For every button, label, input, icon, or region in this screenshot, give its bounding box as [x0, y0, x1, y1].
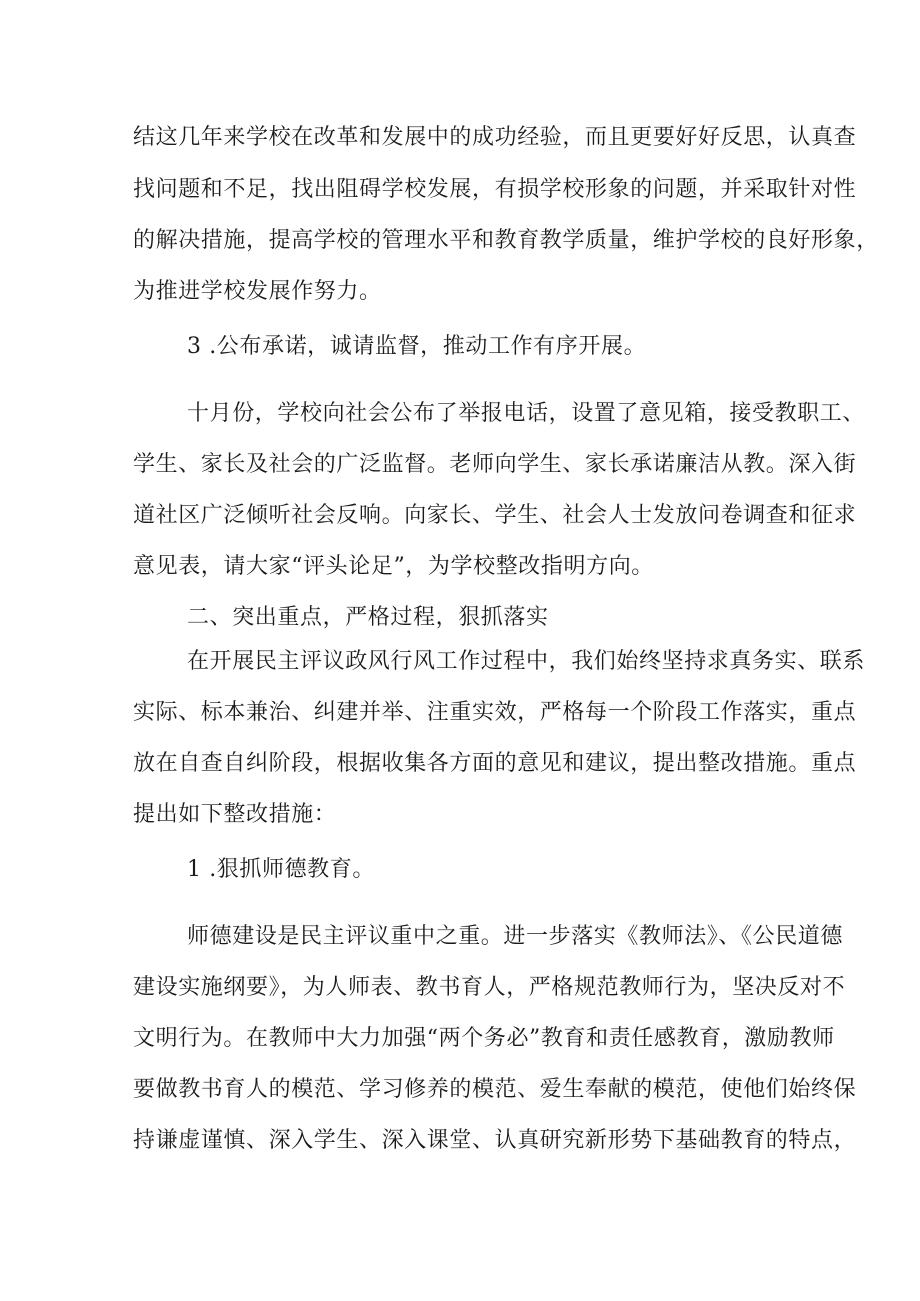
- paragraph-3-line-1: 在开展民主评议政风行风工作过程中，我们始终坚持求真务实、联系: [187, 649, 866, 674]
- paragraph-3-line-2: 实际、标本兼治、纠建并举、注重实效，严格每一个阶段工作落实，重点: [133, 700, 857, 725]
- paragraph-1-line-1: 结这几年来学校在改革和发展中的成功经验，而且更要好好反思，认真查: [133, 125, 857, 150]
- paragraph-4-line-2: 建设实施纲要》，为人师表、教书育人，严格规范教师行为，坚决反对不: [133, 975, 846, 1000]
- paragraph-4-line-3: 文明行为。在教师中大力加强“两个务必”教育和责任感教育，激励教师: [133, 1026, 835, 1051]
- item-1-heading: 1 .狠抓师德教育。: [187, 857, 375, 882]
- paragraph-3-line-4: 提出如下整改措施：: [133, 802, 337, 827]
- section-2-heading: 二、突出重点，严格过程，狠抓落实: [187, 605, 549, 630]
- paragraph-2-line-1: 十月份，学校向社会公布了举报电话，设置了意见箱，接受教职工、: [187, 401, 866, 426]
- paragraph-3-line-3: 放在自查自纠阶段，根据收集各方面的意见和建议，提出整改措施。重点: [133, 751, 857, 776]
- paragraph-2-line-2: 学生、家长及社会的广泛监督。老师向学生、家长承诺廉洁从教。深入街: [133, 452, 857, 477]
- paragraph-4-line-5: 持谦虚谨慎、深入学生、深入课堂、认真研究新形势下基础教育的特点，: [133, 1128, 857, 1153]
- paragraph-2-line-3: 道社区广泛倾听社会反响。向家长、学生、社会人士发放问卷调查和征求: [133, 503, 857, 528]
- paragraph-4-line-1: 师德建设是民主评议重中之重。进一步落实《教师法》、《公民道德: [187, 924, 844, 949]
- paragraph-4-line-4: 要做教书育人的模范、学习修养的模范、爱生奉献的模范，使他们始终保: [133, 1077, 857, 1102]
- paragraph-1-line-4: 为推进学校发展作努力。: [133, 279, 382, 304]
- item-3-heading: 3 .公布承诺，诚请监督，推动工作有序开展。: [187, 334, 647, 359]
- paragraph-1-line-3: 的解决措施，提高学校的管理水平和教育教学质量，维护学校的良好形象，: [133, 228, 879, 253]
- paragraph-1-line-2: 找问题和不足，找出阻碍学校发展，有损学校形象的问题，并采取针对性: [133, 177, 857, 202]
- paragraph-2-line-4: 意见表，请大家“评头论足”，为学校整改指明方向。: [133, 554, 654, 579]
